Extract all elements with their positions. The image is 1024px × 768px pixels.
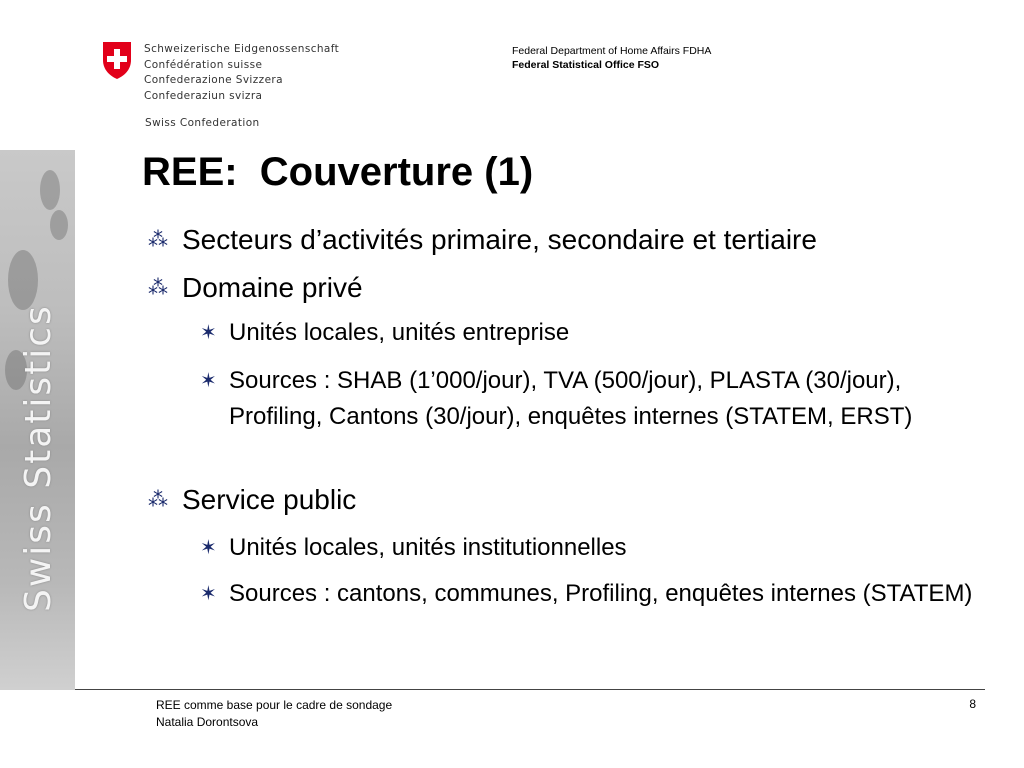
sub-bullet-text: Unités locales, unités entreprise: [229, 319, 570, 346]
star-bullet-icon: ✶: [200, 370, 217, 392]
asterism-bullet-icon: ⁂: [148, 489, 168, 511]
confederation-name-de: Schweizerische Eidgenossenschaft: [144, 43, 340, 55]
bullet-level2: [200, 576, 990, 612]
bullet-text: Secteurs d’activités primaire, secondaire et tertiaire: [182, 224, 817, 255]
confederation-name-fr: Confédération suisse: [144, 58, 263, 71]
asterism-bullet-icon: ⁂: [148, 277, 168, 299]
bullet-level2: [200, 363, 920, 435]
swiss-confederation-label: Swiss Confederation: [145, 117, 260, 129]
swiss-statistics-label: Swiss Statistics: [18, 304, 59, 612]
star-bullet-icon: ✶: [200, 583, 217, 605]
bullet-text: Domaine privé: [182, 272, 363, 303]
bullet-level2: [200, 530, 990, 566]
slide-title: REE: Couverture (1): [142, 150, 534, 194]
bullet-level1: [148, 484, 356, 516]
swiss-shield-icon: [100, 40, 134, 80]
confederation-name-it: Confederazione Svizzera: [144, 74, 283, 86]
footer-info: [156, 697, 392, 731]
department-block: [512, 44, 711, 72]
confederation-name-rm: Confederaziun svizra: [144, 89, 263, 102]
asterism-bullet-icon: ⁂: [148, 229, 168, 251]
bullet-level2: [200, 315, 990, 351]
sub-bullet-text: Sources : cantons, communes, Profiling, enquêtes internes (STATEM): [229, 580, 973, 607]
sub-bullet-text: Sources : SHAB (1’000/jour), TVA (500/jour), PLASTA (30/jour), Profiling, Cantons (30/jour), enquêtes internes (STATEM, ERST): [229, 367, 913, 430]
star-bullet-icon: ✶: [200, 537, 217, 559]
footer-author: Natalia Dorontsova: [156, 715, 259, 729]
sub-bullet-text: Unités locales, unités institutionnelles: [229, 534, 627, 561]
star-bullet-icon: ✶: [200, 322, 217, 344]
swiss-statistics-sidebar-image: [0, 150, 75, 690]
office-name: Federal Statistical Office FSO: [512, 59, 660, 71]
department-name: Federal Department of Home Affairs FDHA: [512, 45, 712, 57]
page-number: 8: [969, 697, 976, 711]
confederation-names: [144, 42, 339, 104]
footer-divider: [75, 689, 985, 690]
footer-subject: REE comme base pour le cadre de sondage: [156, 698, 393, 712]
bullet-text: Service public: [182, 484, 357, 515]
bullet-level1: [148, 224, 817, 256]
bullet-level1: [148, 272, 363, 304]
